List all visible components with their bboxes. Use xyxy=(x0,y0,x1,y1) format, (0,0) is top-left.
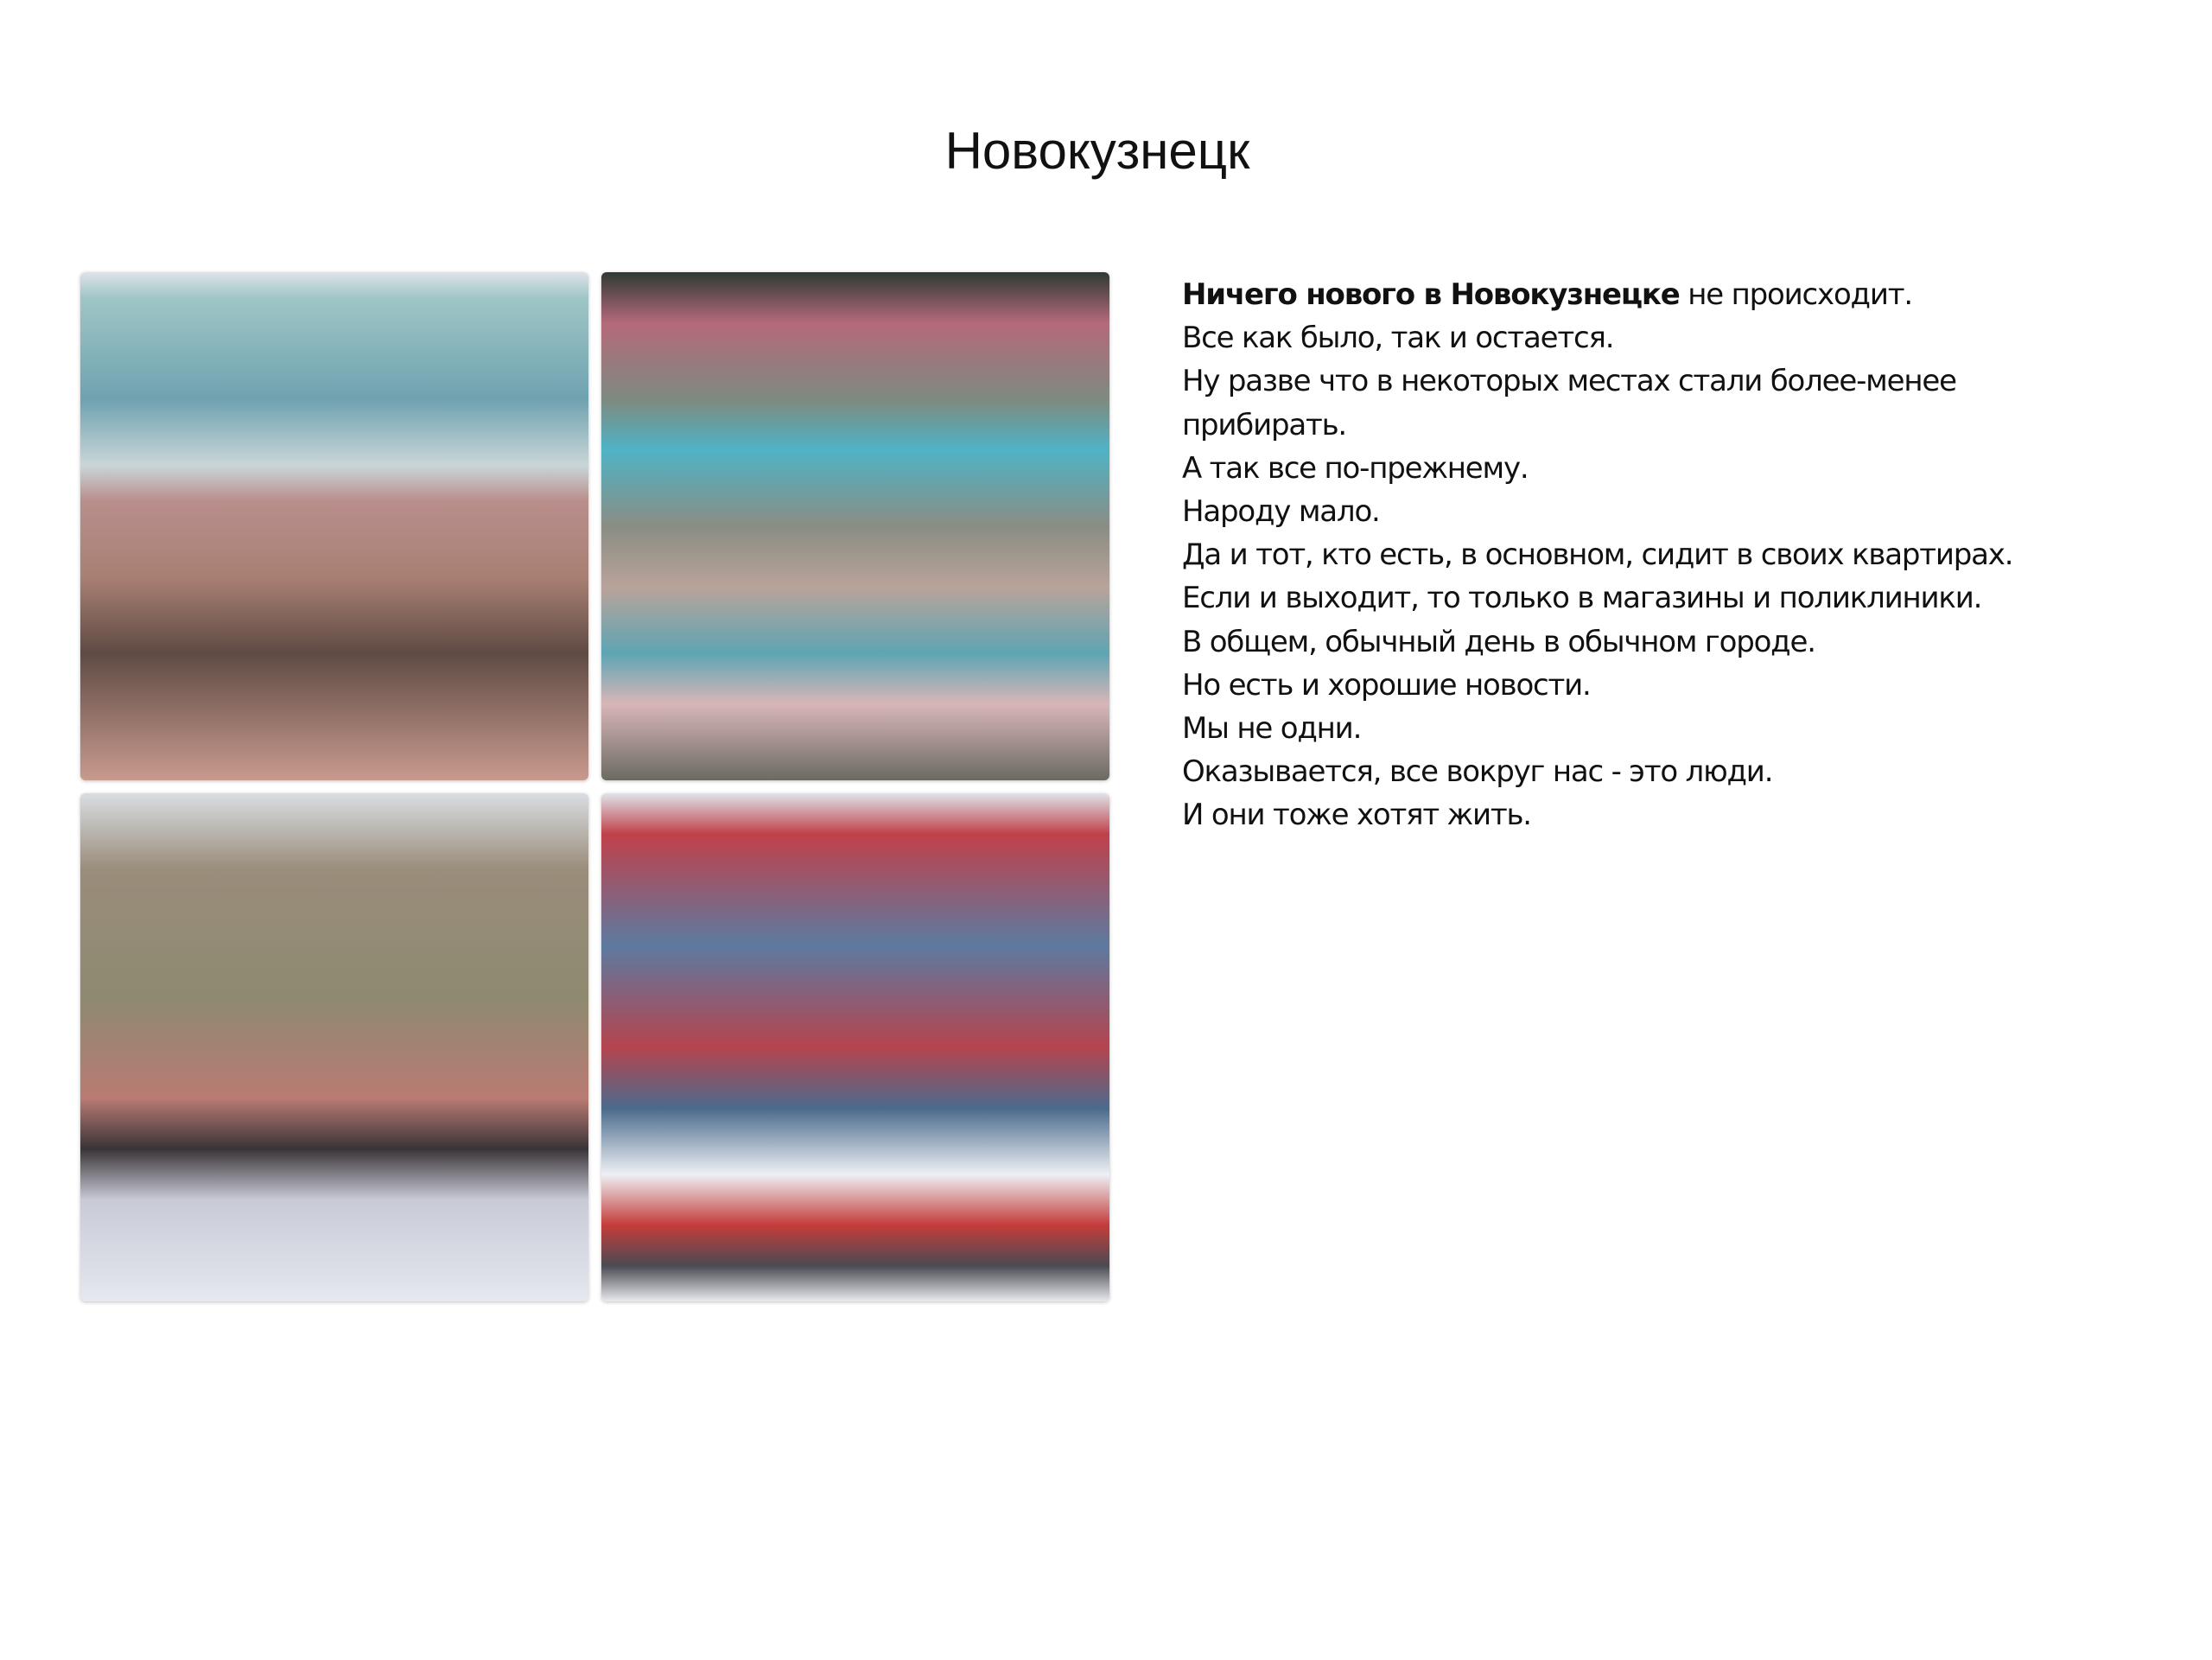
text-line: Мы не одни. xyxy=(1182,711,1362,747)
text-line: В общем, обычный день в обычном городе. xyxy=(1182,624,1815,659)
text-line: Все как было, так и остается. xyxy=(1182,321,1614,356)
text-line: Если и выходит, то только в магазины и поликлиники. xyxy=(1182,581,1982,616)
text-line: Оказывается, все вокруг нас - это люди. xyxy=(1182,754,1773,790)
body-text xyxy=(1182,273,2176,837)
text-line: А так все по-прежнему. xyxy=(1182,450,1529,486)
photo-apartment-blocks xyxy=(80,272,588,780)
text-line: Народу мало. xyxy=(1182,494,1380,530)
photo-red-highrise xyxy=(601,793,1109,1301)
text-line: И они тоже хотят жить. xyxy=(1182,798,1531,833)
lead-rest: не происходит. xyxy=(1679,277,1912,312)
photo-city-panorama xyxy=(601,272,1109,780)
text-line xyxy=(1182,273,2176,316)
page-title: Новокузнецк xyxy=(944,122,1250,180)
text-line: Да и тот, кто есть, в основном, сидит в своих квартирах. xyxy=(1182,537,2013,573)
photo-winter-street xyxy=(80,793,588,1301)
bold-lead: Ничего нового в Новокузнецке xyxy=(1182,277,1680,312)
text-line: Ну разве что в некоторых местах стали более-менее xyxy=(1182,364,1956,399)
text-line: прибирать. xyxy=(1182,407,1347,442)
text-line: Но есть и хорошие новости. xyxy=(1182,667,1591,703)
